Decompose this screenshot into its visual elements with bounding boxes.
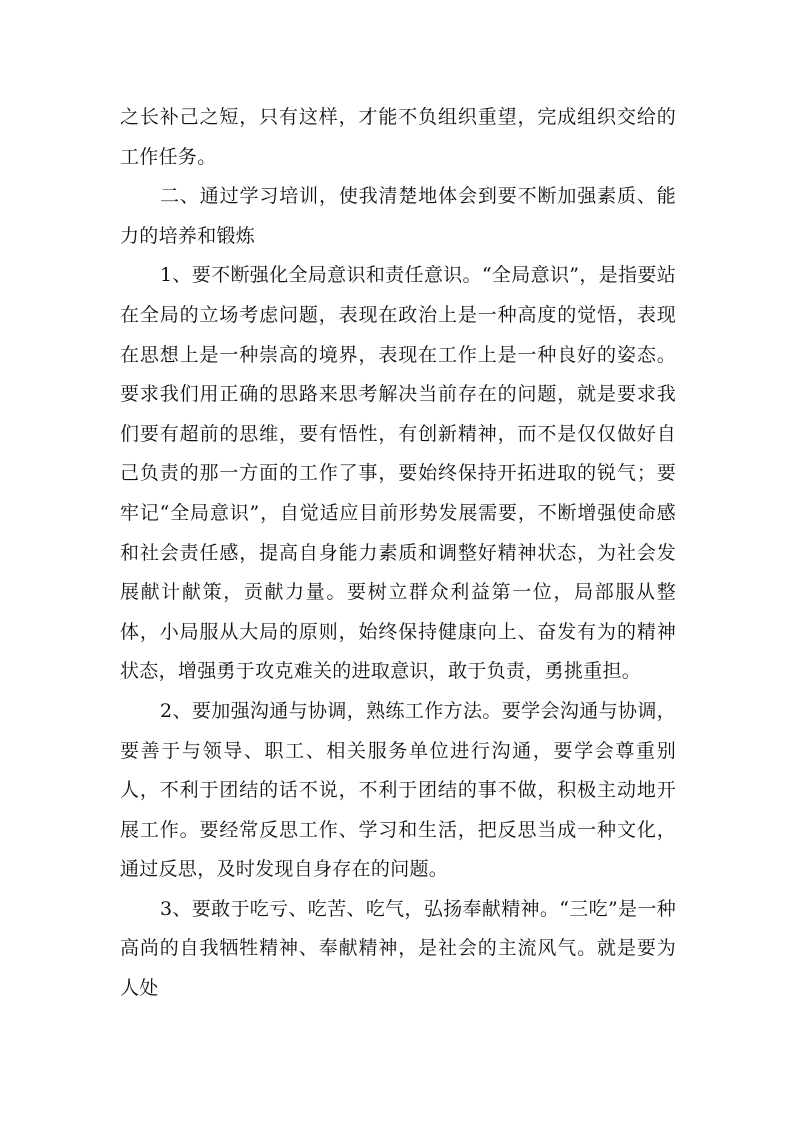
- paragraph-item-2: 2、要加强沟通与协调，熟练工作方法。要学会沟通与协调，要善于与领导、职工、相关服务单位进行沟通，要学会尊重别人，不利于团结的话不说，不利于团结的事不做，积极主动地开展工作。要经常反思工作、学习和生活，把反思当成一种文化，通过反思，及时发现自身存在的问题。: [120, 699, 676, 881]
- section-heading-two: 二、通过学习培训，使我清楚地体会到要不断加强素质、能力的培养和锻炼: [120, 185, 676, 247]
- paragraph-item-3: 3、要敢于吃亏、吃苦、吃气，弘扬奉献精神。“三吃”是一种高尚的自我牺牲精神、奉献精神，是社会的主流风气。就是要为人处: [120, 897, 676, 1000]
- document-body: [120, 98, 676, 1009]
- paragraph-continuation: 之长补己之短，只有这样，才能不负组织重望，完成组织交给的工作任务。: [120, 106, 676, 168]
- paragraph-item-1: 1、要不断强化全局意识和责任意识。“全局意识”，是指要站在全局的立场考虑问题，表现在政治上是一种高度的觉悟，表现在思想上是一种崇高的境界，表现在工作上是一种良好的姿态。要求我们用正确的思路来思考解决当前存在的问题，就是要求我们要有超前的思维，要有悟性，有创新精神，而不是仅仅做好自己负责的那一方面的工作了事，要始终保持开拓进取的锐气；要牢记“全局意识”，自觉适应目前形势发展需要，不断增强使命感和社会责任感，提高自身能力素质和调整好精神状态，为社会发展献计献策，贡献力量。要树立群众利益第一位，局部服从整体，小局服从大局的原则，始终保持健康向上、奋发有为的精神状态，增强勇于攻克难关的进取意识，敢于负责，勇挑重担。: [120, 264, 676, 683]
